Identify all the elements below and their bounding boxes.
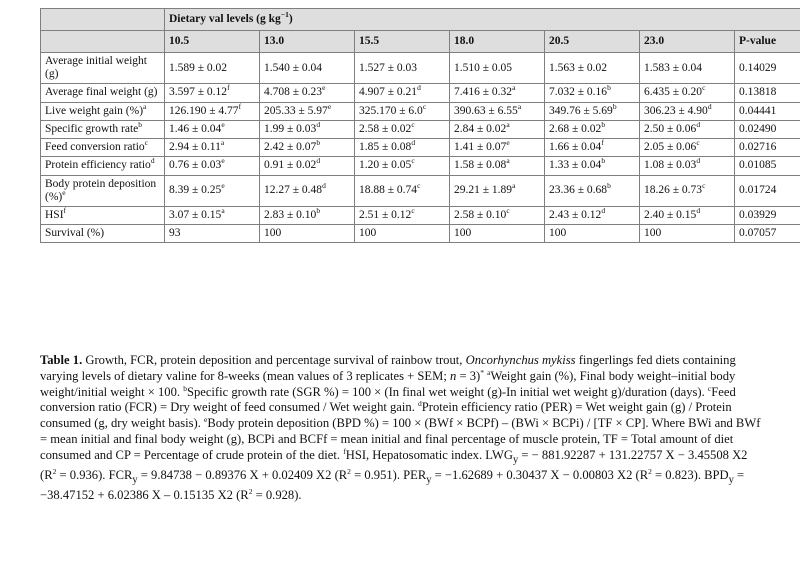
value-cell: 2.84 ± 0.02$^a$ <box>450 120 545 138</box>
value-cell: 1.589 ± 0.02 <box>165 53 260 84</box>
value-cell: 6.435 ± 0.20$^c$ <box>640 84 735 102</box>
value-cell: 18.88 ± 0.74$^c$ <box>355 175 450 206</box>
value-cell: 1.99 ± 0.03$^d$ <box>260 120 355 138</box>
value-cell: 1.510 ± 0.05 <box>450 53 545 84</box>
level-header: 18.0 <box>450 31 545 53</box>
species-name: Oncorhynchus mykiss <box>465 353 576 367</box>
value-cell: 325.170 ± 6.0$^c$ <box>355 102 450 120</box>
value-cell: 7.032 ± 0.16$^b$ <box>545 84 640 102</box>
table-row <box>41 225 800 243</box>
value-cell: 7.416 ± 0.32$^a$ <box>450 84 545 102</box>
row-label: Body protein deposition (%)$^e$ <box>41 175 165 206</box>
value-cell: 3.07 ± 0.15$^a$ <box>165 206 260 224</box>
level-header: 20.5 <box>545 31 640 53</box>
value-cell: 2.40 ± 0.15$^d$ <box>640 206 735 224</box>
value-cell: 2.05 ± 0.06$^c$ <box>640 139 735 157</box>
value-cell: 1.563 ± 0.02 <box>545 53 640 84</box>
value-cell: 2.83 ± 0.10$^b$ <box>260 206 355 224</box>
value-cell: 2.42 ± 0.07$^b$ <box>260 139 355 157</box>
table-caption <box>40 353 765 504</box>
table-row <box>41 120 800 138</box>
value-cell: 100 <box>450 225 545 243</box>
level-header: 10.5 <box>165 31 260 53</box>
table-row <box>41 53 800 84</box>
value-cell: 0.76 ± 0.03$^e$ <box>165 157 260 175</box>
level-header: 13.0 <box>260 31 355 53</box>
results-table <box>40 8 800 243</box>
row-label: Feed conversion ratio$^c$ <box>41 139 165 157</box>
table-row <box>41 84 800 102</box>
pvalue-cell: 0.14029 <box>735 53 800 84</box>
value-cell: 1.583 ± 0.04 <box>640 53 735 84</box>
value-cell: 4.907 ± 0.21$^d$ <box>355 84 450 102</box>
value-cell: 2.50 ± 0.06$^d$ <box>640 120 735 138</box>
value-cell: 12.27 ± 0.48$^d$ <box>260 175 355 206</box>
value-cell: 349.76 ± 5.69$^b$ <box>545 102 640 120</box>
value-cell: 1.33 ± 0.04$^b$ <box>545 157 640 175</box>
pvalue-cell: 0.01085 <box>735 157 800 175</box>
empty-corner-cell <box>41 9 165 31</box>
table-row <box>41 175 800 206</box>
group-header-row <box>41 9 800 31</box>
row-label: Survival (%) <box>41 225 165 243</box>
value-cell: 23.36 ± 0.68$^b$ <box>545 175 640 206</box>
value-cell: 29.21 ± 1.89$^a$ <box>450 175 545 206</box>
value-cell: 1.527 ± 0.03 <box>355 53 450 84</box>
pvalue-cell: 0.04441 <box>735 102 800 120</box>
table-body <box>41 53 800 243</box>
row-label: Average initial weight (g) <box>41 53 165 84</box>
pvalue-header: P-value <box>735 31 800 53</box>
value-cell: 100 <box>260 225 355 243</box>
pvalue-cell: 0.07057 <box>735 225 800 243</box>
value-cell: 1.540 ± 0.04 <box>260 53 355 84</box>
value-cell: 126.190 ± 4.77$^f$ <box>165 102 260 120</box>
value-cell: 205.33 ± 5.97$^e$ <box>260 102 355 120</box>
value-cell: 4.708 ± 0.23$^e$ <box>260 84 355 102</box>
value-cell: 18.26 ± 0.73$^c$ <box>640 175 735 206</box>
pvalue-cell: 0.03929 <box>735 206 800 224</box>
value-cell: 1.46 ± 0.04$^e$ <box>165 120 260 138</box>
value-cell: 8.39 ± 0.25$^e$ <box>165 175 260 206</box>
row-label: Protein efficiency ratio$^d$ <box>41 157 165 175</box>
empty-level-cell <box>41 31 165 53</box>
row-label: Average final weight (g) <box>41 84 165 102</box>
value-cell: 2.43 ± 0.12$^d$ <box>545 206 640 224</box>
level-header-row <box>41 31 800 53</box>
table-row <box>41 157 800 175</box>
table-row <box>41 206 800 224</box>
value-cell: 1.41 ± 0.07$^e$ <box>450 139 545 157</box>
value-cell: 1.66 ± 0.04$^f$ <box>545 139 640 157</box>
value-cell: 100 <box>355 225 450 243</box>
table-row <box>41 139 800 157</box>
value-cell: 2.51 ± 0.12$^c$ <box>355 206 450 224</box>
dietary-levels-header: Dietary val levels (g $kg^{-1}$) <box>165 9 800 31</box>
pvalue-cell: 0.02716 <box>735 139 800 157</box>
value-cell: 1.20 ± 0.05$^c$ <box>355 157 450 175</box>
caption-text: Table 1. Growth, FCR, protein deposition and percentage survival of rainbow trout, Oncorhynchus mykiss fingerlings fed diets containing varying levels of dietary valine for 8-weeks (mean values of 3 replicates + SEM; n = 3)* $^a$Weight gain (%), Final body weight–initial body weight/initial weight × 100. $^b$Specific growth rate (SGR %) = 100 × (In final wet weight (g)-In initial wet weight g)/duration (days). $^c$Feed conversion ratio (FCR) = Dry weight of feed consumed / Wet weight gain. $^d$Protein efficiency ratio (PER) = Wet weight gain (g) / Protein consumed (g, dry weight basis). $^e$Body protein deposition (BPD %) = 100 × (BWf × BCPf) – (BWi × BCPi) / [TF × CP]. Where BWi and BWf = mean initial and final body weight (g), BCPi and BCFf = mean initial and final percentage of muscle protein, TF = Total amount of diet consumed and CP = Percentage of crude protein of the diet. $^f$HSI, Hepatosomatic index. $LWG_y$ = − 881.92287 + 131.22757 X − 3.45508 X2 $(R^2 = 0.936)$. $FCR_y = 9.84738 - 0.89376$ X + 0.02409 X2 $(R^2 = 0.951)$. $PER_y = -1.62689 + 0.30437$ X − 0.00803 X2 $(R^2 = 0.823)$. $BPD_y = -38.47152 + 6.02386$ X – 0.15135 X2 $(R^2 = 0.928)$. <box>40 353 761 503</box>
caption-label: Table 1. <box>40 353 83 367</box>
value-cell: 1.58 ± 0.08$^a$ <box>450 157 545 175</box>
value-cell: 390.63 ± 6.55$^a$ <box>450 102 545 120</box>
value-cell: 1.08 ± 0.03$^d$ <box>640 157 735 175</box>
value-cell: 0.91 ± 0.02$^d$ <box>260 157 355 175</box>
pvalue-cell: 0.13818 <box>735 84 800 102</box>
value-cell: 2.58 ± 0.02$^c$ <box>355 120 450 138</box>
value-cell: 2.94 ± 0.11$^a$ <box>165 139 260 157</box>
row-label: Specific growth rate$^b$ <box>41 120 165 138</box>
row-label: HSI$^f$ <box>41 206 165 224</box>
table-row <box>41 102 800 120</box>
value-cell: 2.68 ± 0.02$^b$ <box>545 120 640 138</box>
value-cell: 100 <box>545 225 640 243</box>
value-cell: 93 <box>165 225 260 243</box>
value-cell: 3.597 ± 0.12$^f$ <box>165 84 260 102</box>
level-header: 15.5 <box>355 31 450 53</box>
pvalue-cell: 0.01724 <box>735 175 800 206</box>
value-cell: 2.58 ± 0.10$^c$ <box>450 206 545 224</box>
row-label: Live weight gain (%)$^a$ <box>41 102 165 120</box>
level-header: 23.0 <box>640 31 735 53</box>
value-cell: 100 <box>640 225 735 243</box>
value-cell: 306.23 ± 4.90$^d$ <box>640 102 735 120</box>
pvalue-cell: 0.02490 <box>735 120 800 138</box>
value-cell: 1.85 ± 0.08$^d$ <box>355 139 450 157</box>
